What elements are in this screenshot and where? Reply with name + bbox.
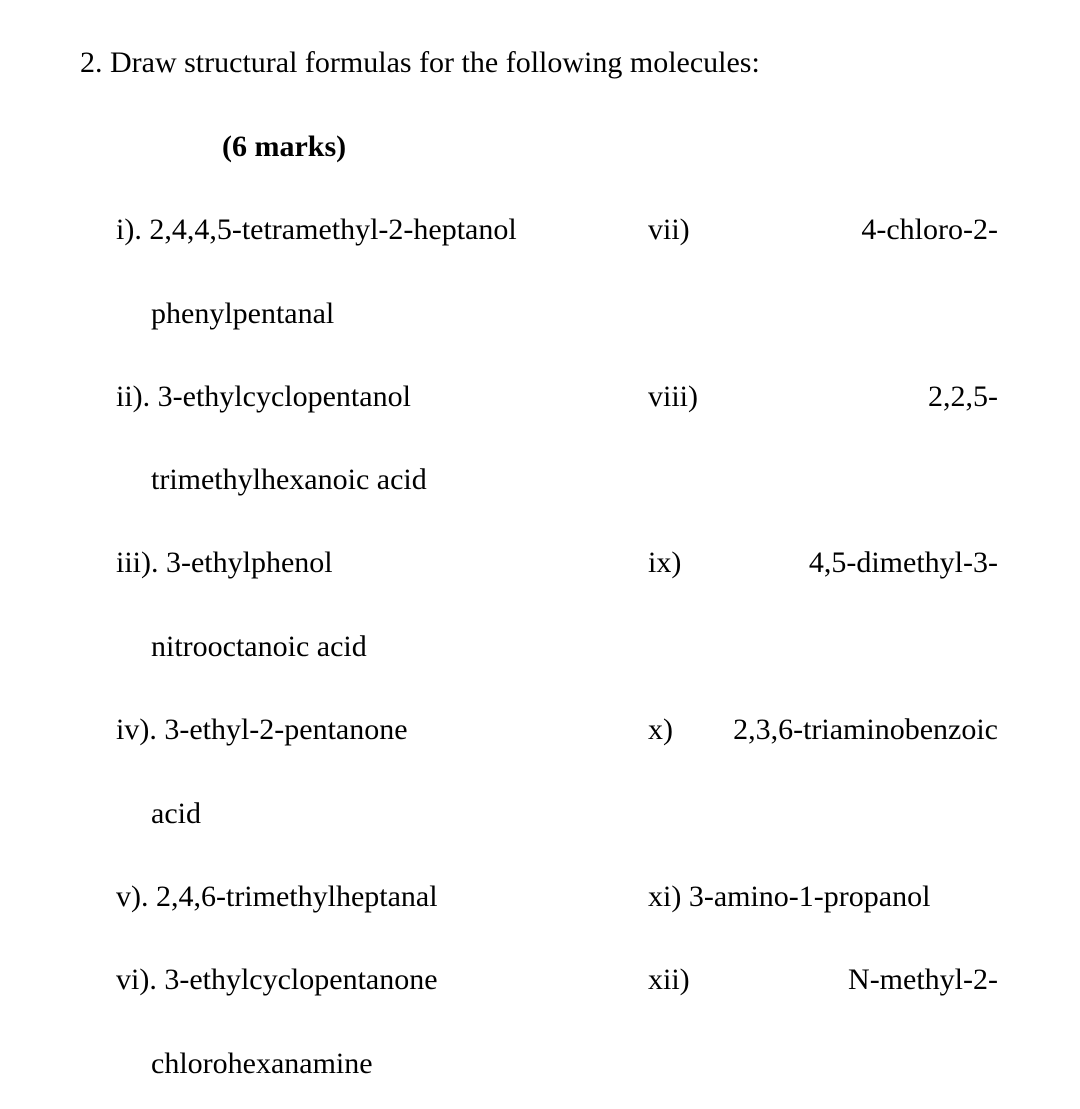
item-ii: ii). 3-ethylcyclopentanol [116, 380, 411, 413]
item-v: v). 2,4,6-trimethylheptanal [116, 880, 438, 913]
question-title: 2. Draw structural formulas for the following molecules: [80, 46, 760, 79]
item-xii-continuation: chlorohexanamine [151, 1047, 373, 1080]
item-x-text: 2,3,6-triaminobenzoic [733, 713, 998, 746]
item-iv: iv). 3-ethyl-2-pentanone [116, 713, 408, 746]
item-x-number: x) [648, 713, 673, 746]
item-ix-number: ix) [648, 546, 682, 579]
item-viii-continuation: trimethylhexanoic acid [151, 463, 427, 496]
item-i: i). 2,4,4,5-tetramethyl-2-heptanol [116, 213, 517, 246]
item-iii: iii). 3-ethylphenol [116, 546, 333, 579]
item-viii-number: viii) [648, 380, 698, 413]
item-ix-continuation: nitrooctanoic acid [151, 630, 367, 663]
item-ix-text: 4,5-dimethyl-3- [808, 546, 998, 579]
item-vii-text: 4-chloro-2- [861, 213, 998, 246]
item-x-continuation: acid [151, 797, 201, 830]
item-vii-number: vii) [648, 213, 690, 246]
item-vi: vi). 3-ethylcyclopentanone [116, 963, 438, 996]
item-xi: xi) 3-amino-1-propanol [648, 880, 931, 913]
item-xii-text: N-methyl-2- [848, 963, 998, 996]
item-viii-text: 2,2,5- [928, 380, 998, 413]
item-xii-number: xii) [648, 963, 690, 996]
item-vii-continuation: phenylpentanal [151, 297, 335, 330]
marks-label: (6 marks) [222, 130, 347, 163]
